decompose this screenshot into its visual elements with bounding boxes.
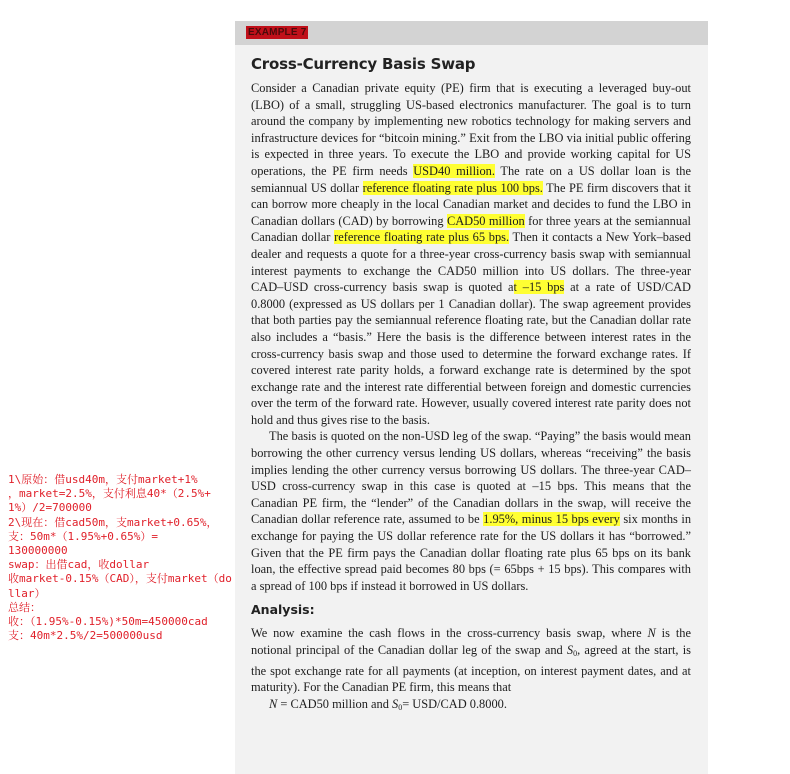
example-label: EXAMPLE 7 [248, 27, 307, 38]
math-variable: N [269, 696, 278, 711]
analysis-heading: Analysis: [251, 602, 315, 618]
highlighted-text: USD40 million. [413, 163, 495, 178]
highlighted-text: t –15 bps [513, 280, 565, 295]
text-run: at a rate of USD/CAD 0.8000 (expressed as US dollars per 1 Canadian dollar). The swap agreement provides that both parties pay the semiannual reference floating rate, but the Canadian dollar rate also includes a “basis.” Here the basis is the difference between interest rates in the cross-currency basis swap and those used to determine the forward exchange rates. If covered interest rate parity holds, a forward exchange rate is determined by the spot exchange rate and the interest rate differential between foreign and domestic currencies over the term of the forward rate. However, usually covered interest rate parity does not hold and thus gives rise to the basis. [251, 280, 691, 427]
paragraph-2 [251, 428, 691, 594]
text-run: = CAD50 million and [277, 696, 392, 711]
text-run: is the notional principal of the Canadian dollar leg of the swap and [251, 626, 691, 657]
highlighted-text: reference floating rate plus 65 bps. [334, 230, 510, 245]
subscript: 0 [398, 702, 403, 712]
text-run: Then it contacts a New York–based dealer and requests a quote for a three-year cross-currency basis swap with semiannual interest payments to exchange the CAD50 million into US dollars. The three-year CAD–USD cross-currency basis swap is quoted a [251, 230, 692, 295]
textbook-page [235, 21, 708, 774]
example-body [251, 80, 691, 716]
text-run: The rate on a US dollar loan is the semiannual US dollar [251, 163, 691, 195]
math-variable: S [566, 643, 574, 657]
highlighted-text: reference floating rate plus 100 bps. [362, 180, 543, 195]
highlighted-text: CAD50 million [446, 213, 525, 228]
paragraph-3 [251, 625, 691, 695]
handwritten-notes: 1\原始：借usd40m，支付market+1% ，market=2.5%，支付利息40*（2.5%+1%）/2=700000 2\现在：借cad50m，支market+0.65%，支：50m*（1.95%+0.65%）= 130000000 swap：出借cad，收dollar 收market-0.15%（CAD），支付market（dollar） 总结： 收：（1.95%-0.15%)*50m=450000cad 支：40m*2.5%/2=500000usd [8, 473, 232, 643]
text-run: Consider a Canadian private equity (PE) firm that is executing a leveraged buy-out (LBO) of a small, struggling US-based electronics manufacturer. The goal is to turn around the company by implementing new robotics technology for making servers and infrastructure devices for “bitcoin mining.” Exit from the LBO via initial public offering is expected in three years. To execute the LBO and provide working capital for US operations, the PE firm needs [251, 81, 691, 178]
math-variable: S [391, 696, 399, 711]
text-run: = USD/CAD 0.8000. [402, 696, 507, 711]
text-run: The PE firm discovers that it can borrow more cheaply in the local Canadian market and decides to fund the LBO in Canadian dollars (CAD) by borrowing [251, 180, 691, 228]
paragraph-1 [251, 80, 691, 428]
example-header-bar [235, 21, 708, 45]
text-run: The basis is quoted on the non-USD leg of the swap. “Paying” the basis would mean borrowing the other currency versus lending US dollars, whereas “receiving” the basis implies lending the other currency versus borrowing US dollars. The three-year CAD–USD cross-currency swap in this case is quoted at –15 bps. This means that the Canadian PE firm, the “lender” of the Canadian dollars in the swap, will receive the Canadian dollar reference rate, assumed to be [251, 429, 691, 527]
text-run: six months in exchange for paying the US dollar reference rate for the US dollars it has “borrowed.” Given that the PE firm pays the Canadian dollar floating rate plus 65 bps on its bank loan, the effective spread paid becomes 80 bps (= 65bps + 15 bps). This compares with a spread of 100 bps if instead it borrowed in US dollars. [251, 512, 692, 593]
highlighted-text: 1.95%, minus 15 bps every [483, 512, 620, 527]
text-run: We now examine the cash flows in the cross-currency basis swap, where [251, 626, 648, 641]
example-title: Cross-Currency Basis Swap [251, 55, 476, 73]
formula-line [251, 696, 691, 717]
text-run: , agreed at the start, is the spot exchange rate for all payments (at inception, on interest payment dates, and at maturity). For the Canadian PE firm, this means that [251, 643, 691, 695]
subscript: 0 [573, 649, 578, 658]
math-variable: N [647, 626, 656, 641]
text-run: for three years at the semiannual Canadian dollar [251, 213, 691, 245]
